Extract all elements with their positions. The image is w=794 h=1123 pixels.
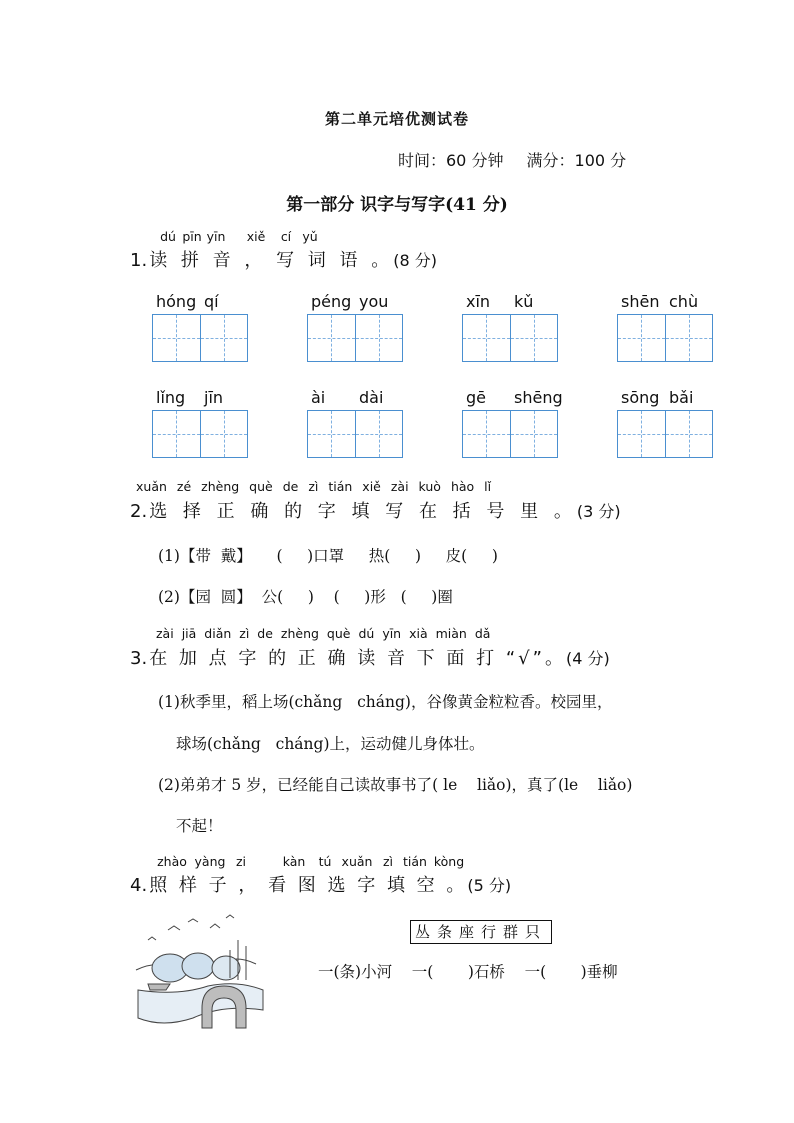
- pinyin-syllable: xīn: [466, 292, 491, 311]
- pinyin: miàn: [435, 626, 467, 641]
- tianzige-cell[interactable]: [153, 411, 200, 457]
- tianzige-cell[interactable]: [308, 411, 355, 457]
- question-number: 2.: [130, 501, 148, 522]
- pinyin: dú: [160, 229, 176, 244]
- pinyin: xuǎn: [136, 479, 167, 494]
- tianzige-grid[interactable]: [617, 314, 713, 362]
- word-choice-box: 丛条座行群只: [410, 920, 552, 944]
- tianzige-grid[interactable]: [152, 410, 248, 458]
- exam-full-score: 满分：100 分: [526, 151, 627, 170]
- pinyin: tú: [318, 854, 332, 869]
- pinyin: tián: [403, 854, 427, 869]
- tianzige-cell[interactable]: [200, 315, 247, 361]
- pinyin: kàn: [282, 854, 306, 869]
- tianzige-cell[interactable]: [510, 315, 557, 361]
- pinyin: dú: [358, 626, 375, 641]
- tianzige-grid[interactable]: [462, 410, 558, 458]
- pinyin: zhèng: [280, 626, 319, 641]
- pinyin-syllable: ài: [311, 388, 326, 407]
- section-title: 第一部分 识字与写字(41 分): [286, 195, 508, 215]
- tianzige-grid[interactable]: [307, 314, 403, 362]
- pinyin: jiā: [181, 626, 197, 641]
- exam-title: 第二单元培优测试卷: [324, 110, 469, 128]
- pinyin-syllable: péng: [311, 292, 352, 311]
- q3-pinyin: [156, 626, 490, 641]
- pinyin: zì: [382, 854, 394, 869]
- pinyin: yǔ: [302, 229, 318, 244]
- pinyin-syllable: lǐng: [156, 388, 186, 407]
- tianzige-grid[interactable]: [307, 410, 403, 458]
- tianzige-cell[interactable]: [665, 411, 712, 457]
- q3-line-3: (2)弟弟才 5 岁，已经能自己读故事书了( le liǎo)，真了(le liǎo): [158, 776, 633, 794]
- pinyin-syllable: jīn: [204, 388, 224, 407]
- pinyin-syllable: shēng: [514, 388, 563, 407]
- pinyin: diǎn: [204, 626, 232, 641]
- pinyin: yīn: [206, 229, 226, 244]
- pinyin-syllable: qí: [204, 292, 219, 311]
- pinyin: zài: [156, 626, 174, 641]
- pinyin-syllable: sōng: [621, 388, 660, 407]
- q2-pinyin: [136, 479, 491, 494]
- pinyin: què: [326, 626, 351, 641]
- pinyin: zì: [308, 479, 319, 494]
- pinyin: dǎ: [474, 626, 491, 641]
- tianzige-cell[interactable]: [463, 411, 510, 457]
- tianzige-cell[interactable]: [355, 315, 402, 361]
- question-stem: 读 拼 音 ， 写 词 语 。: [149, 250, 394, 271]
- pinyin: yīn: [382, 626, 402, 641]
- bridge-river-illustration: [128, 910, 268, 1030]
- tianzige-cell[interactable]: [153, 315, 200, 361]
- question-number: 3.: [130, 648, 148, 669]
- question-1: [130, 246, 437, 272]
- pinyin: xuǎn: [341, 854, 373, 869]
- tianzige-cell[interactable]: [355, 411, 402, 457]
- question-stem: 在 加 点 字 的 正 确 读 音 下 面 打 “√”。: [149, 648, 566, 669]
- q4-answer-line: 一(条)小河 一( )石桥 一( )垂柳: [318, 963, 618, 981]
- q1-pinyin: [156, 229, 322, 244]
- pinyin-syllable: kǔ: [514, 292, 534, 311]
- pinyin: de: [282, 479, 299, 494]
- pinyin: què: [249, 479, 273, 494]
- q3-line-4: 不起！: [176, 817, 223, 835]
- pinyin-syllable: hóng: [156, 292, 197, 311]
- pinyin: xià: [409, 626, 428, 641]
- question-3: [130, 644, 610, 670]
- exam-meta: [398, 148, 644, 171]
- pinyin: cí: [280, 229, 292, 244]
- question-stem: 选 择 正 确 的 字 填 写 在 括 号 里 。: [149, 501, 577, 522]
- pinyin: zi: [235, 854, 247, 869]
- pinyin: tián: [328, 479, 353, 494]
- pinyin: zài: [390, 479, 409, 494]
- question-score: (4 分): [565, 649, 610, 668]
- pinyin: xiě: [246, 229, 266, 244]
- pinyin: kuò: [418, 479, 441, 494]
- tianzige-cell[interactable]: [618, 411, 665, 457]
- q3-line-1: (1)秋季里，稻上场(chǎng cháng)，谷像黄金粒粒香。校园里，: [158, 693, 613, 711]
- pinyin: yàng: [194, 854, 226, 869]
- tianzige-grid[interactable]: [152, 314, 248, 362]
- pinyin: pīn: [182, 229, 202, 244]
- tianzige-cell[interactable]: [308, 315, 355, 361]
- tianzige-cell[interactable]: [665, 315, 712, 361]
- tianzige-grid[interactable]: [617, 410, 713, 458]
- pinyin-syllable: bǎi: [669, 388, 694, 407]
- pinyin-syllable: chù: [669, 292, 699, 311]
- pinyin: zhèng: [201, 479, 240, 494]
- tianzige-cell[interactable]: [510, 411, 557, 457]
- q2-line-1: (1)【带 戴】 ( )口罩 热( ) 皮( ): [158, 547, 498, 565]
- pinyin: de: [257, 626, 273, 641]
- question-number: 4.: [130, 875, 148, 896]
- q4-pinyin: [153, 854, 467, 869]
- exam-time: 时间：60 分钟: [398, 151, 504, 170]
- question-score: (8 分): [393, 251, 438, 270]
- question-number: 1.: [130, 250, 148, 271]
- pinyin: xiě: [362, 479, 381, 494]
- pinyin: kòng: [433, 854, 465, 869]
- pinyin-syllable: gē: [466, 388, 486, 407]
- pinyin-syllable: dài: [359, 388, 384, 407]
- pinyin: zì: [239, 626, 250, 641]
- pinyin-syllable: you: [359, 292, 389, 311]
- tianzige-cell[interactable]: [200, 411, 247, 457]
- tianzige-cell[interactable]: [463, 315, 510, 361]
- question-2: [130, 497, 621, 523]
- q2-line-2: (2)【园 圆】 公( ) ( )形 ( )圈: [158, 588, 453, 606]
- tianzige-cell[interactable]: [618, 315, 665, 361]
- question-score: (5 分): [467, 876, 512, 895]
- pinyin-syllable: shēn: [621, 292, 660, 311]
- question-stem: 照 样 子 ， 看 图 选 字 填 空 。: [149, 875, 468, 896]
- pinyin: hào: [450, 479, 475, 494]
- question-4: [130, 871, 511, 897]
- q3-line-2: 球场(chǎng cháng)上，运动健儿身体壮。: [176, 735, 485, 753]
- tianzige-grid[interactable]: [462, 314, 558, 362]
- pinyin: zé: [176, 479, 192, 494]
- pinyin: lǐ: [484, 479, 492, 494]
- pinyin: zhào: [157, 854, 187, 869]
- question-score: (3 分): [576, 502, 621, 521]
